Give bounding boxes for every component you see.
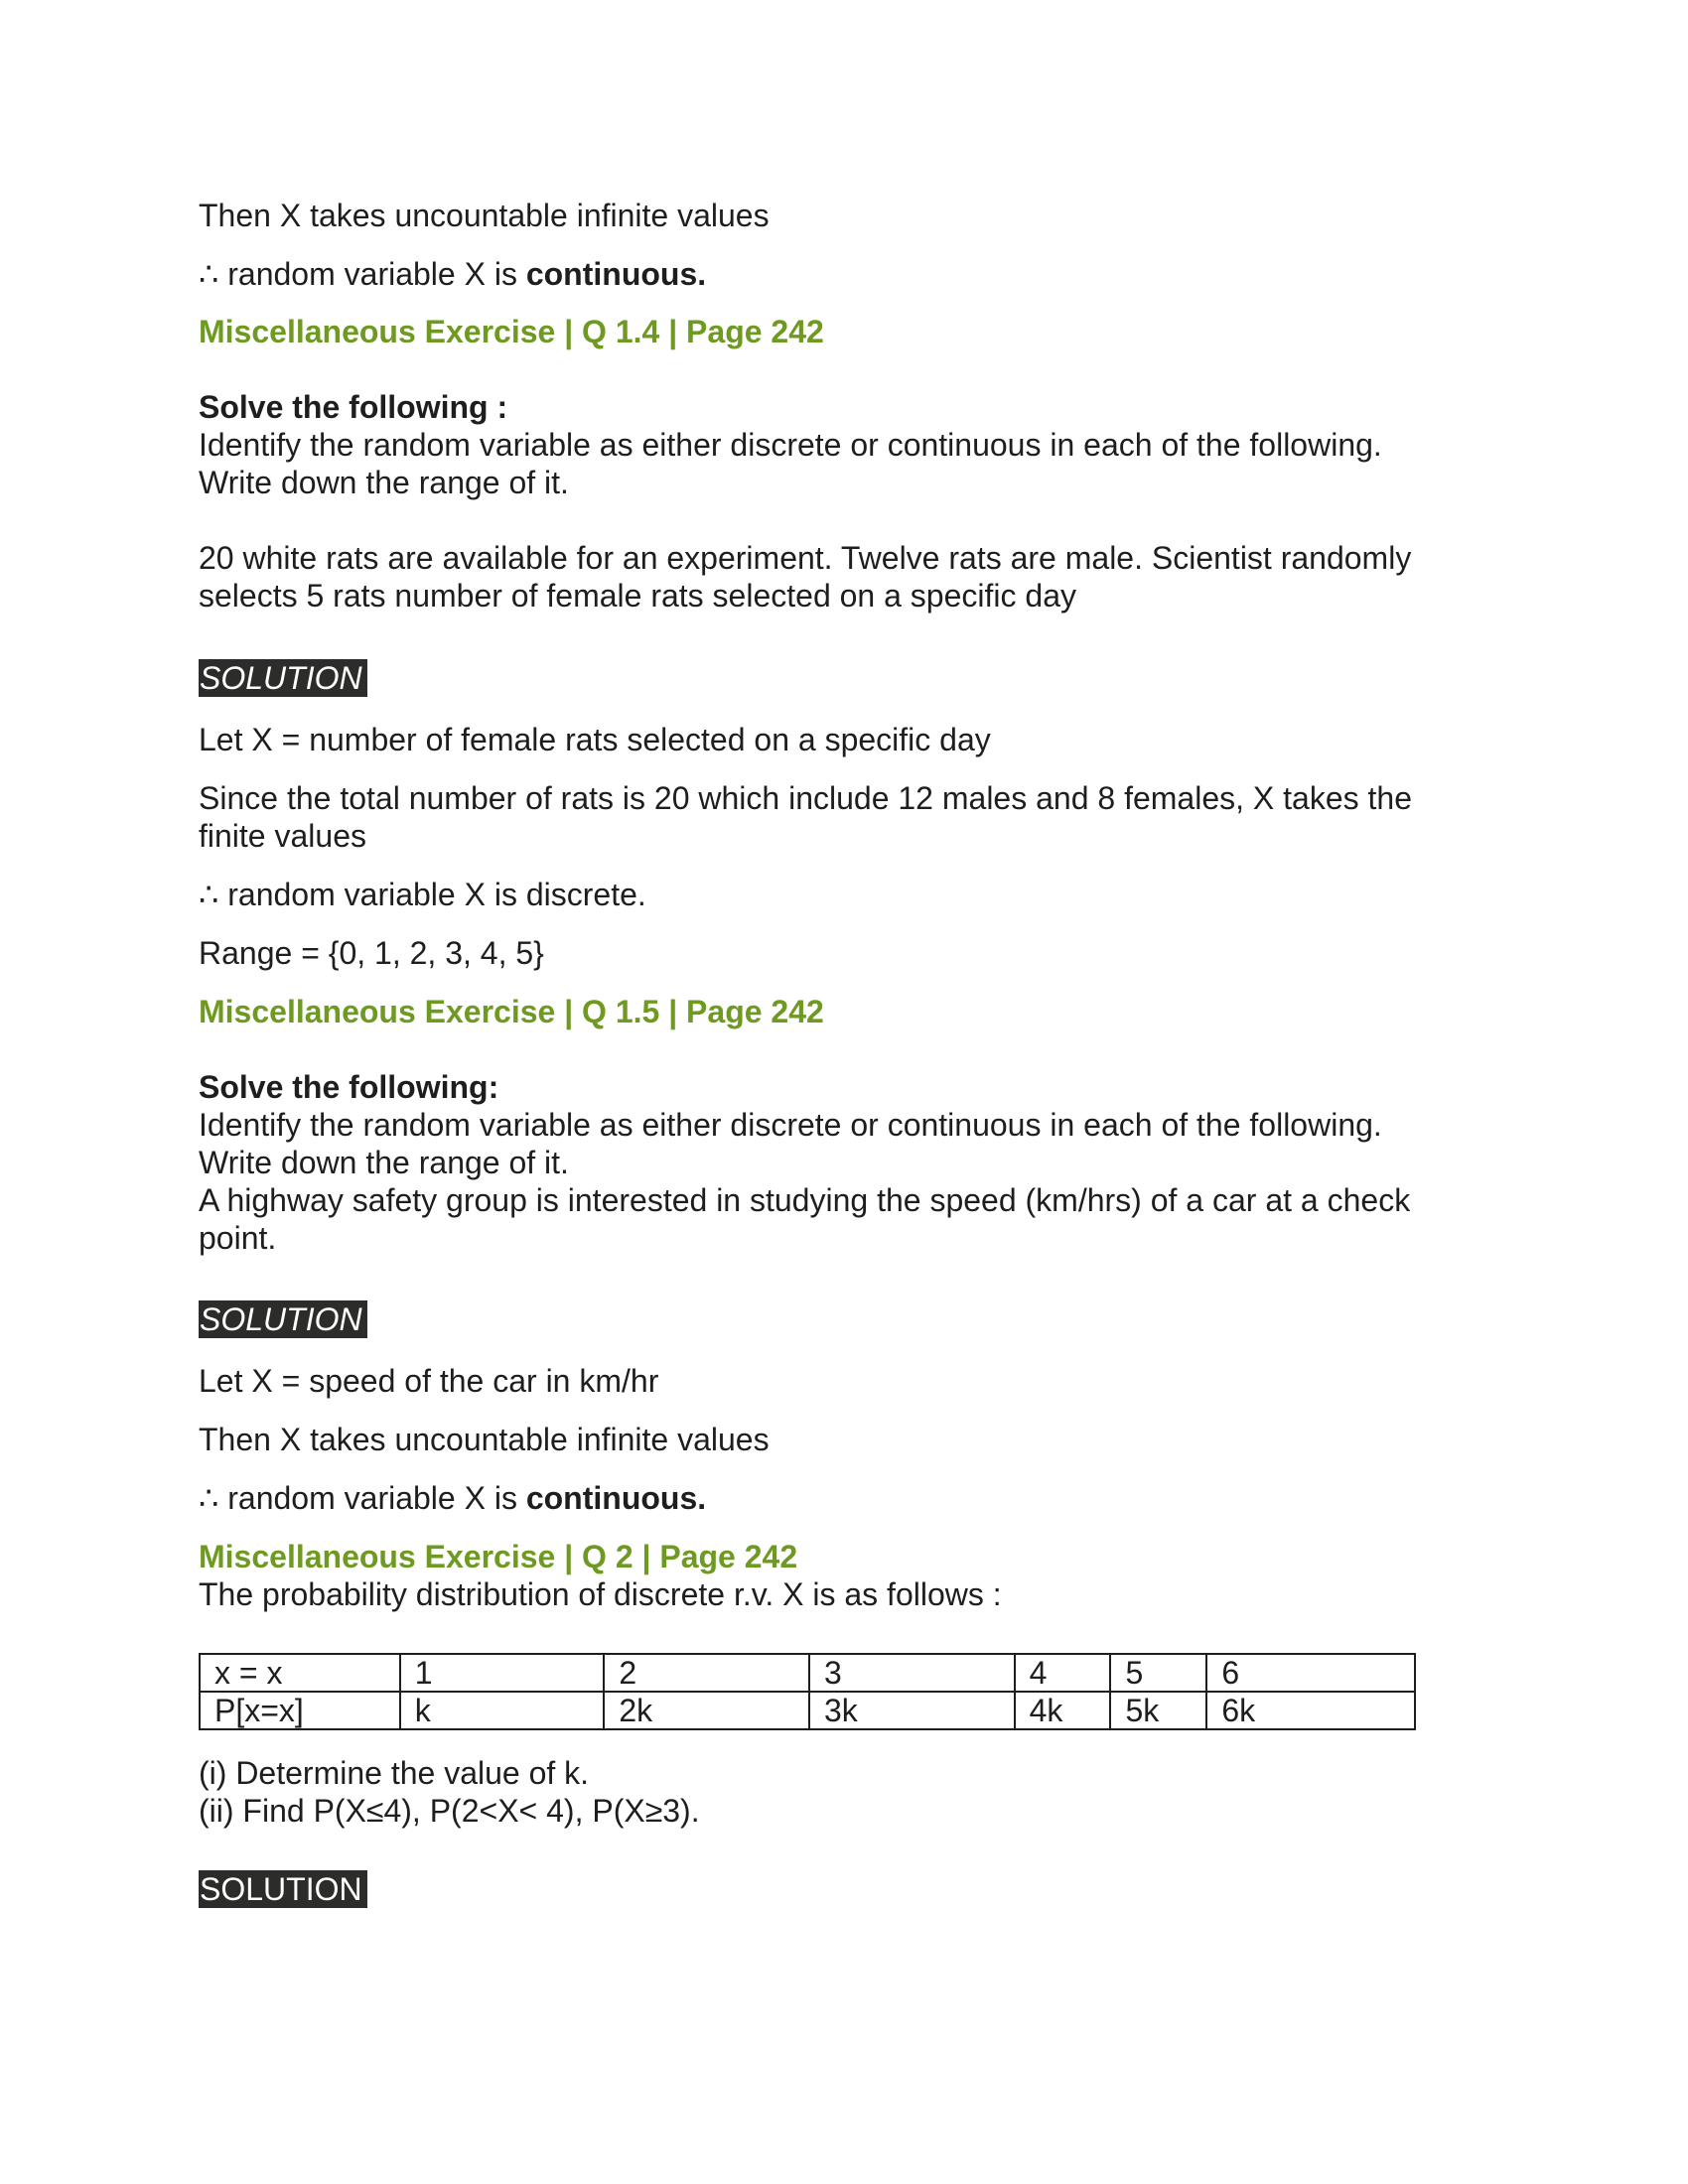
- problem-line: point.: [199, 1220, 277, 1256]
- solution-label: SOLUTION: [199, 1300, 367, 1338]
- conclusion-bold: continuous.: [525, 1480, 707, 1516]
- solution-line: Since the total number of rats is 20 which include 12 males and 8 females, X takes the: [199, 780, 1412, 816]
- intro-line: The probability distribution of discrete r.v. X is as follows :: [199, 1576, 1002, 1612]
- table-cell: 2k: [604, 1692, 809, 1729]
- conclusion-line: ∴ random variable X is continuous.: [199, 1480, 707, 1516]
- table-cell: 6: [1206, 1654, 1415, 1692]
- instruction-line: Write down the range of it.: [199, 465, 569, 500]
- instruction-line: Identify the random variable as either discrete or continuous in each of the following.: [199, 1107, 1382, 1143]
- text-line: Then X takes uncountable infinite values: [199, 198, 770, 233]
- problem-line: 20 white rats are available for an experiment. Twelve rats are male. Scientist randomly: [199, 540, 1412, 576]
- table-cell: x = x: [200, 1654, 400, 1692]
- question-heading-q1-5[interactable]: Miscellaneous Exercise | Q 1.5 | Page 242: [199, 994, 824, 1029]
- table-cell: 5k: [1110, 1692, 1206, 1729]
- table-cell: 4k: [1015, 1692, 1111, 1729]
- table-cell: 2: [604, 1654, 809, 1692]
- instruction-line: Write down the range of it.: [199, 1145, 569, 1180]
- solution-line: ∴ random variable X is discrete.: [199, 877, 646, 912]
- solution-line: Let X = number of female rats selected on a specific day: [199, 722, 991, 757]
- probability-table: [199, 1653, 1416, 1730]
- table-cell: 3k: [809, 1692, 1015, 1729]
- solve-label: Solve the following :: [199, 389, 508, 425]
- instruction-line: Identify the random variable as either discrete or continuous in each of the following.: [199, 427, 1382, 463]
- table-cell: 6k: [1206, 1692, 1415, 1729]
- solve-label: Solve the following:: [199, 1069, 499, 1105]
- solution-line: Let X = speed of the car in km/hr: [199, 1363, 659, 1399]
- part-line: (ii) Find P(X≤4), P(2<X< 4), P(X≥3).: [199, 1793, 700, 1829]
- problem-line: A highway safety group is interested in studying the speed (km/hrs) of a car at a check: [199, 1182, 1411, 1218]
- question-heading-q2[interactable]: Miscellaneous Exercise | Q 2 | Page 242: [199, 1539, 798, 1574]
- conclusion-line: ∴ random variable X is continuous.: [199, 256, 707, 292]
- part-line: (i) Determine the value of k.: [199, 1755, 590, 1791]
- table-cell: 3: [809, 1654, 1015, 1692]
- table-row: [200, 1692, 1415, 1729]
- table-row: [200, 1654, 1415, 1692]
- table-cell: 4: [1015, 1654, 1111, 1692]
- question-heading-q1-4[interactable]: Miscellaneous Exercise | Q 1.4 | Page 242: [199, 314, 824, 349]
- solution-line: finite values: [199, 818, 366, 854]
- problem-line: selects 5 rats number of female rats selected on a specific day: [199, 578, 1076, 614]
- table-cell: k: [400, 1692, 605, 1729]
- table-cell: 5: [1110, 1654, 1206, 1692]
- solution-label: SOLUTION: [199, 1870, 367, 1908]
- conclusion-bold: continuous.: [525, 256, 707, 292]
- table-cell: P[x=x]: [200, 1692, 400, 1729]
- table-cell: 1: [400, 1654, 605, 1692]
- solution-line: Then X takes uncountable infinite values: [199, 1422, 770, 1457]
- solution-line: Range = {0, 1, 2, 3, 4, 5}: [199, 935, 544, 971]
- solution-label: SOLUTION: [199, 659, 367, 697]
